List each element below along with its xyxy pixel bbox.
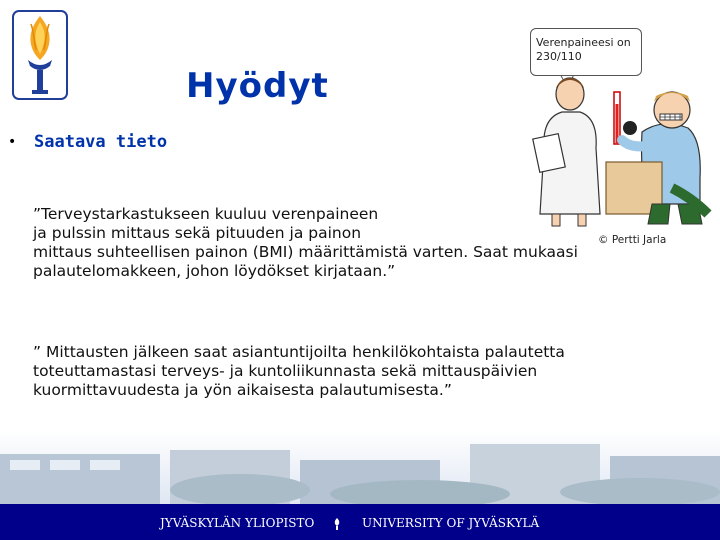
bullet-dot: •	[8, 134, 17, 150]
paragraph1-line: mittaus suhteellisen painon (BMI) määrittämistä varten. Saat mukaasi	[33, 243, 578, 261]
university-torch-logo-icon	[12, 10, 68, 100]
paragraph1-line: ”Terveystarkastukseen kuuluu verenpaineen	[33, 205, 379, 223]
paragraph2-line: ” Mittausten jälkeen saat asiantuntijoilta henkilökohtaista palautetta	[33, 343, 565, 361]
paragraph2-line: kuormittavuudesta ja yön aikaisesta palautumisesta.”	[33, 381, 452, 399]
footer-bar	[0, 504, 720, 540]
paragraph1-line: palautelomakkeen, johon löydökset kirjataan.”	[33, 262, 396, 280]
cartoon-credit: © Pertti Jarla	[598, 234, 667, 246]
speech-line: 230/110	[536, 50, 582, 63]
speech-line: Verenpaineesi on	[536, 36, 631, 49]
campus-background-image	[0, 430, 720, 504]
footer-university-en: UNIVERSITY OF JYVÄSKYLÄ	[362, 516, 540, 530]
slide-title: Hyödyt	[186, 66, 329, 106]
paragraph-feedback	[33, 343, 713, 400]
paragraph2-line: toteuttamastasi terveys- ja kuntoliikunnasta sekä mittauspäivien	[33, 362, 538, 380]
bullet-heading: Saatava tieto	[34, 132, 168, 152]
footer-university-fi: JYVÄSKYLÄN YLIOPISTO	[160, 516, 315, 530]
torch-mark-icon	[332, 518, 342, 530]
paragraph1-line: ja pulssin mittaus sekä pituuden ja painon	[33, 224, 362, 242]
speech-bubble-text	[536, 36, 640, 64]
